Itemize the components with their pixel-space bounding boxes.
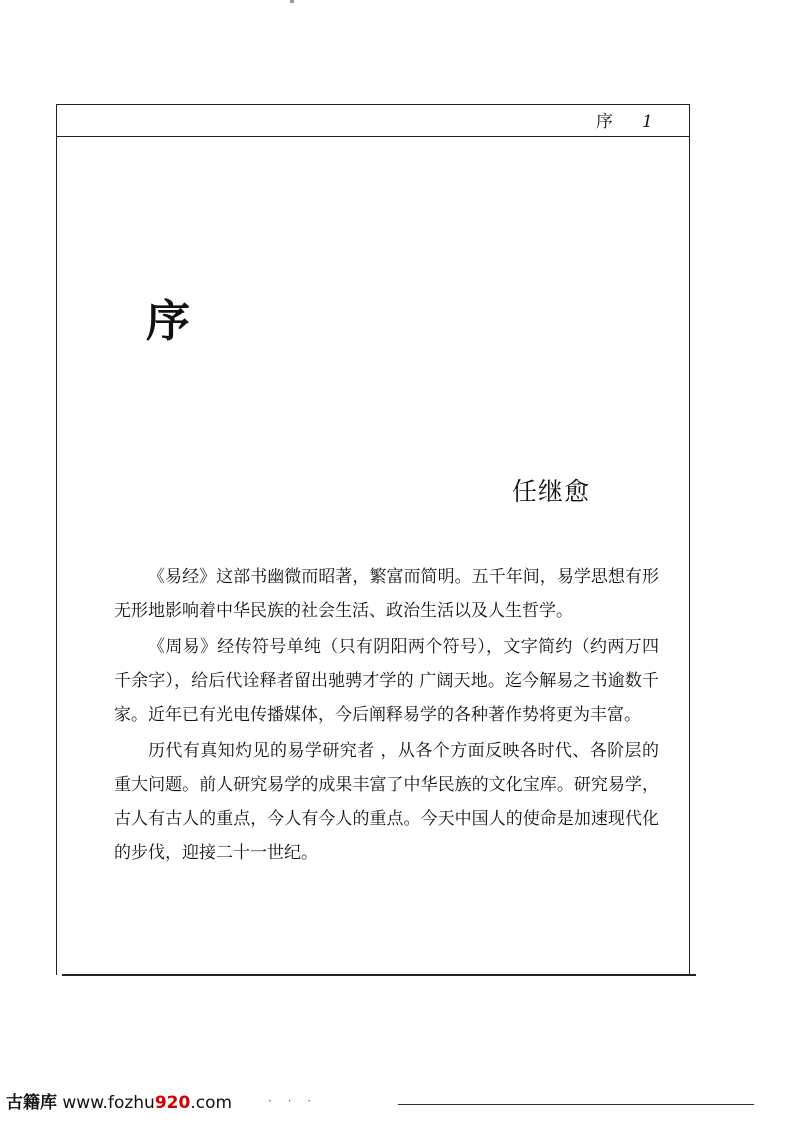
paragraph-3: 历代有真知灼见的易学研究者 ，从各个方面反映各时代、各阶层的重大问题。前人研究易学的成果丰富了中华民族的文化宝库。研究易学，古人有古人的重点，今人有今人的重点。今天中国人的使命是加速现代化的步伐，迎接二十一世纪。 (114, 741, 659, 863)
bottom-rule (62, 974, 696, 976)
watermark-url-prefix: www.fozhu (62, 1093, 155, 1113)
watermark-url-suffix: .com (190, 1093, 233, 1113)
body-text (114, 560, 659, 872)
paragraph-2: 《周易》经传符号单纯（只有阴阳两个符号），文字简约（约两万四千余字），给后代诠释者留出驰骋才学的 广阔天地。迄今解易之书逾数千家。近年已有光电传播媒体，今后阐释易学的各种著作势将更为丰富。 (114, 637, 659, 725)
chapter-title: 序 (146, 296, 190, 347)
scan-mark (290, 0, 294, 3)
header-rule (56, 136, 690, 137)
paragraph-1: 《易经》这部书幽微而昭著，繁富而简明。五千年间，易学思想有形无形地影响着中华民族的社会生活、政治生活以及人生哲学。 (114, 567, 659, 621)
author-name: 任继愈 (512, 477, 591, 506)
running-head (560, 110, 680, 134)
watermark-site-name: 古籍库 (6, 1093, 57, 1113)
footer-rule (398, 1104, 754, 1105)
page-number: 1 (642, 112, 653, 132)
watermark (6, 1090, 232, 1116)
footer-dots: · · · (268, 1094, 318, 1108)
watermark-url-highlight: 920 (154, 1093, 191, 1113)
running-head-title: 序 (596, 112, 613, 132)
